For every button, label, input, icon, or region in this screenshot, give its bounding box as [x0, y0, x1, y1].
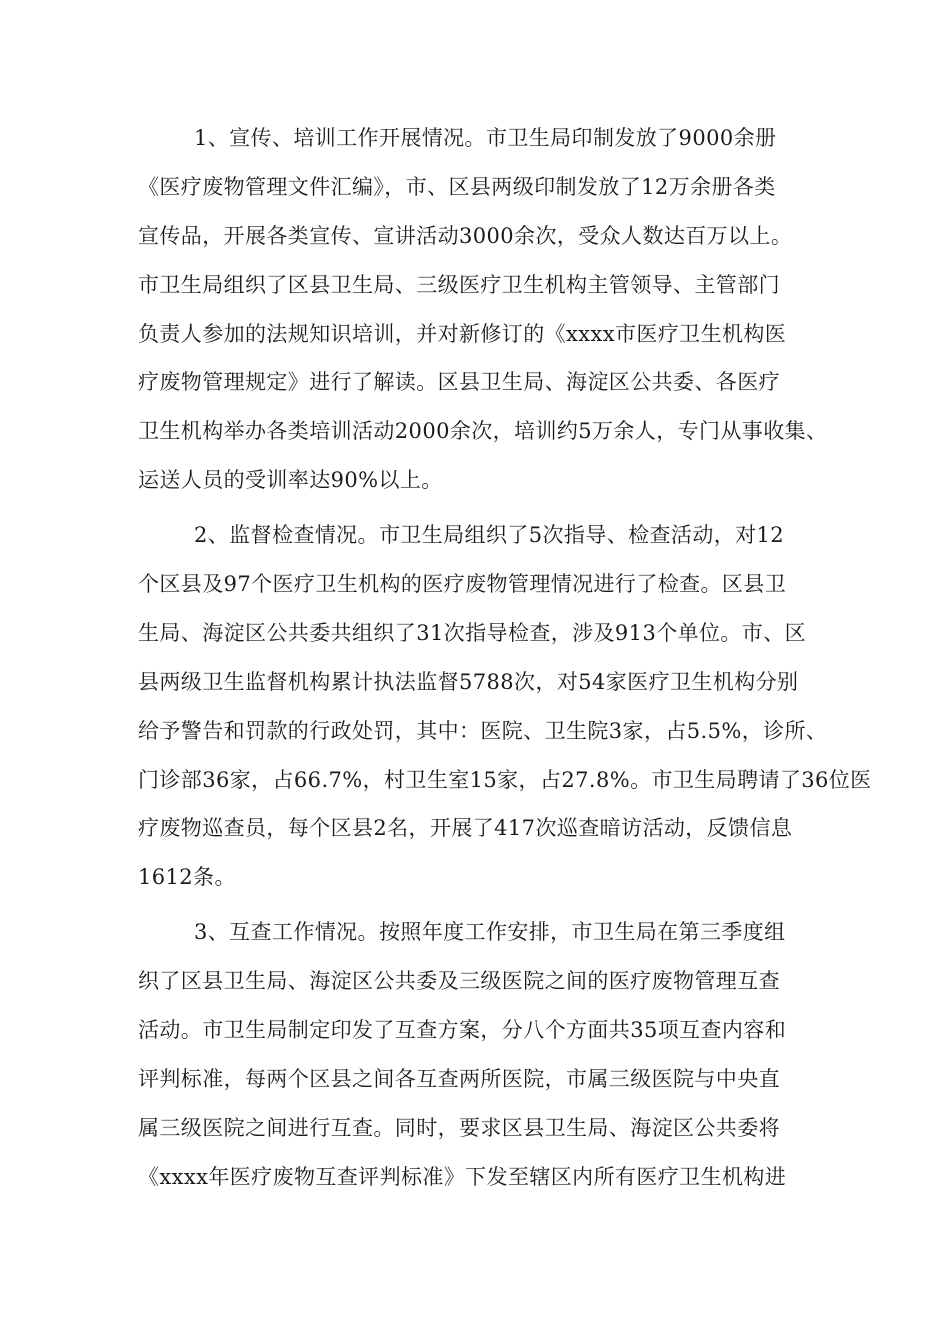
- paragraph-publicity-training: [138, 114, 828, 505]
- paragraph-line: 运送人员的受训率达90%以上。: [138, 468, 443, 493]
- paragraph-line: 疗废物管理规定》进行了解读。区县卫生局、海淀区公共委、各医疗: [138, 370, 780, 395]
- paragraph-line: 疗废物巡查员，每个区县2名，开展了417次巡查暗访活动，反馈信息: [138, 816, 793, 841]
- document-body: [138, 114, 872, 1202]
- paragraph-line: 1612条。: [138, 865, 236, 890]
- paragraph-line: 活动。市卫生局制定印发了互查方案，分八个方面共35项互查内容和: [138, 1018, 787, 1043]
- paragraph-line: 属三级医院之间进行互查。同时，要求区县卫生局、海淀区公共委将: [138, 1115, 780, 1140]
- paragraph-line: 3、互查工作情况。按照年度工作安排，市卫生局在第三季度组: [194, 920, 786, 945]
- paragraph-supervision-inspection: [138, 511, 872, 902]
- paragraph-line: 给予警告和罚款的行政处罚，其中：医院、卫生院3家，占5.5%，诊所、: [138, 718, 828, 743]
- paragraph-line: 宣传品，开展各类宣传、宣讲活动3000余次，受众人数达百万以上。: [138, 223, 793, 248]
- paragraph-line: 卫生机构举办各类培训活动2000余次，培训约5万余人，专门从事收集、: [138, 419, 828, 444]
- paragraph-line: 《xxxx年医疗废物互查评判标准》下发至辖区内所有医疗卫生机构进: [138, 1164, 787, 1189]
- paragraph-line: 负责人参加的法规知识培训，并对新修订的《xxxx市医疗卫生机构医: [138, 321, 787, 346]
- paragraph-line: 县两级卫生监督机构累计执法监督5788次，对54家医疗卫生机构分别: [138, 669, 799, 694]
- paragraph-line: 2、监督检查情况。市卫生局组织了5次指导、检查活动，对12: [194, 523, 785, 548]
- paragraph-line: 《医疗废物管理文件汇编》，市、区县两级印制发放了12万余册各类: [138, 174, 776, 199]
- paragraph-line: 门诊部36家，占66.7%，村卫生室15家，占27.8%。市卫生局聘请了36位医: [138, 767, 872, 792]
- paragraph-line: 1、宣传、培训工作开展情况。市卫生局印制发放了9000余册: [194, 126, 777, 150]
- paragraph-line: 生局、海淀区公共委共组织了31次指导检查，涉及913个单位。市、区: [138, 620, 807, 645]
- paragraph-line: 个区县及97个医疗卫生机构的医疗废物管理情况进行了检查。区县卫: [138, 572, 787, 597]
- paragraph-line: 评判标准，每两个区县之间各互查两所医院，市属三级医院与中央直: [138, 1066, 780, 1091]
- paragraph-mutual-inspection: [138, 908, 828, 1201]
- paragraph-line: 市卫生局组织了区县卫生局、三级医疗卫生机构主管领导、主管部门: [138, 272, 780, 297]
- paragraph-line: 织了区县卫生局、海淀区公共委及三级医院之间的医疗废物管理互查: [138, 969, 780, 994]
